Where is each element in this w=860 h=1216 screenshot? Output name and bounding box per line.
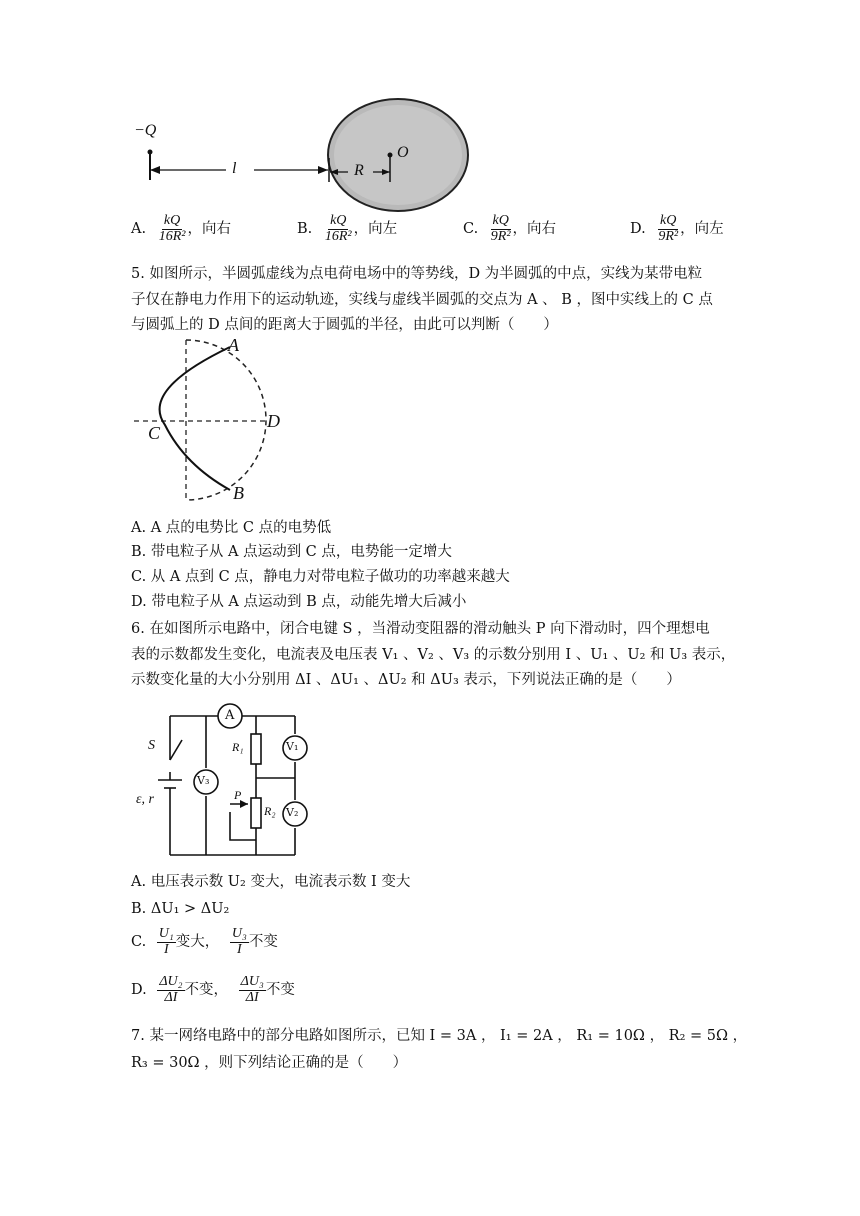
option-fraction: $\frac{\text{ΔU₂}}{\Delta I}$: [159, 974, 183, 1005]
v1-label: V₁: [286, 740, 299, 753]
point-a-label: A: [228, 335, 239, 355]
v2-label: V₂: [286, 806, 299, 819]
option-fraction: $\frac{\text{U₃}}{I}$: [231, 926, 247, 957]
option-letter: C.: [463, 221, 479, 238]
v3-label: V₃: [197, 774, 210, 787]
q6-stem-line-1: 6. 在如图所示电路中，闭合电键 S ，当滑动变阻器的滑动触头 P 向下滑动时，四个理想电: [131, 621, 710, 637]
point-b-label: B: [233, 483, 244, 503]
option-fraction: $\frac{kQ}{\text{16R²}}$: [324, 213, 352, 244]
option-letter: C.: [131, 934, 147, 951]
q5-stem-line-2: 子仅在静电力作用下的运动轨迹，实线与虚线半圆弧的交点为 A 、 B ，图中实线上的 C 点: [131, 292, 713, 308]
q4-option-a[interactable]: [131, 214, 231, 244]
q5-stem-line-1: 5. 如图所示，半圆弧虚线为点电荷电场中的等势线，D 为半圆弧的中点，实线为某带电粒: [131, 266, 703, 282]
label-o: O: [397, 144, 409, 161]
q5-option-a[interactable]: A. A 点的电势比 C 点的电势低: [131, 520, 332, 536]
point-c-label: C: [148, 423, 161, 443]
option-direction: ，向右: [187, 221, 231, 238]
option-text: 变大，: [175, 934, 220, 951]
point-d-label: D: [267, 411, 280, 431]
q4-option-b[interactable]: [297, 214, 397, 244]
option-fraction: $\frac{kQ}{\text{9R²}}$: [658, 213, 679, 244]
q6-option-c[interactable]: [131, 927, 278, 957]
option-text: 不变: [248, 934, 278, 951]
option-letter: A.: [131, 221, 147, 238]
q4-figure: [128, 100, 468, 210]
option-fraction: $\frac{\text{U₁}}{I}$: [158, 926, 174, 957]
option-direction: ，向左: [680, 221, 724, 238]
option-fraction: $\frac{kQ}{\text{9R²}}$: [490, 213, 511, 244]
q6-stem-line-2: 表的示数都发生变化，电流表及电压表 V₁ 、V₂ 、V₃ 的示数分别用 I 、U₁ 、U₂ 和 U₃ 表示，: [131, 647, 736, 663]
q7-stem-line-1: 7. 某一网络电路中的部分电路如图所示，已知 I = 3A ， I₁ = 2A ， R₁ = 10Ω ， R₂ = 5Ω ，: [131, 1028, 748, 1044]
option-direction: ，向左: [353, 221, 398, 238]
label-r: R: [354, 162, 364, 179]
q5-option-c[interactable]: C. 从 A 点到 C 点，静电力对带电粒子做功的功率越来越大: [131, 569, 510, 585]
emf-label: ε, r: [136, 792, 154, 807]
q5-stem-line-3: 与圆弧上的 D 点间的距离大于圆弧的半径，由此可以判断（ ）: [131, 317, 558, 333]
option-text: 不变: [265, 982, 295, 999]
ammeter-label: A: [225, 708, 235, 723]
q5-figure: [130, 335, 300, 505]
r1-label: R₁: [232, 740, 244, 754]
r2-label: R₂: [264, 804, 276, 818]
option-text: 不变，: [184, 982, 229, 999]
q4-option-d[interactable]: [630, 214, 724, 244]
option-fraction: $\frac{kQ}{\text{16R²}}$: [158, 213, 186, 244]
option-letter: D.: [131, 982, 147, 999]
q7-stem-line-2: R₃ = 30Ω ，则下列结论正确的是（ ）: [131, 1055, 408, 1071]
q6-option-a[interactable]: A. 电压表示数 U₂ 变大，电流表示数 I 变大: [131, 874, 411, 890]
q6-stem-line-3: 示数变化量的大小分别用 ΔI 、ΔU₁ 、ΔU₂ 和 ΔU₃ 表示，下列说法正确的是（ ）: [131, 672, 681, 688]
q5-option-b[interactable]: B. 带电粒子从 A 点运动到 C 点，电势能一定增大: [131, 544, 452, 560]
q6-circuit-drawing: [130, 700, 310, 862]
option-direction: ，向右: [512, 221, 557, 238]
switch-s-label: S: [148, 738, 155, 753]
option-fraction: $\frac{\text{ΔU₃}}{\Delta I}$: [240, 974, 264, 1005]
label-neg-q: −Q: [134, 122, 157, 139]
q6-option-b[interactable]: B. ΔU₁ > ΔU₂: [131, 901, 230, 917]
option-letter: D.: [630, 221, 646, 238]
slider-p-label: P: [234, 788, 242, 802]
q5-option-d[interactable]: D. 带电粒子从 A 点运动到 B 点，动能先增大后减小: [131, 594, 467, 610]
q4-option-c[interactable]: [463, 214, 556, 244]
q6-circuit-figure: [130, 700, 310, 862]
q4-figure-drawing: [128, 100, 468, 210]
label-l: l: [232, 160, 237, 177]
q6-option-d[interactable]: [131, 975, 295, 1005]
option-letter: B.: [297, 221, 313, 238]
